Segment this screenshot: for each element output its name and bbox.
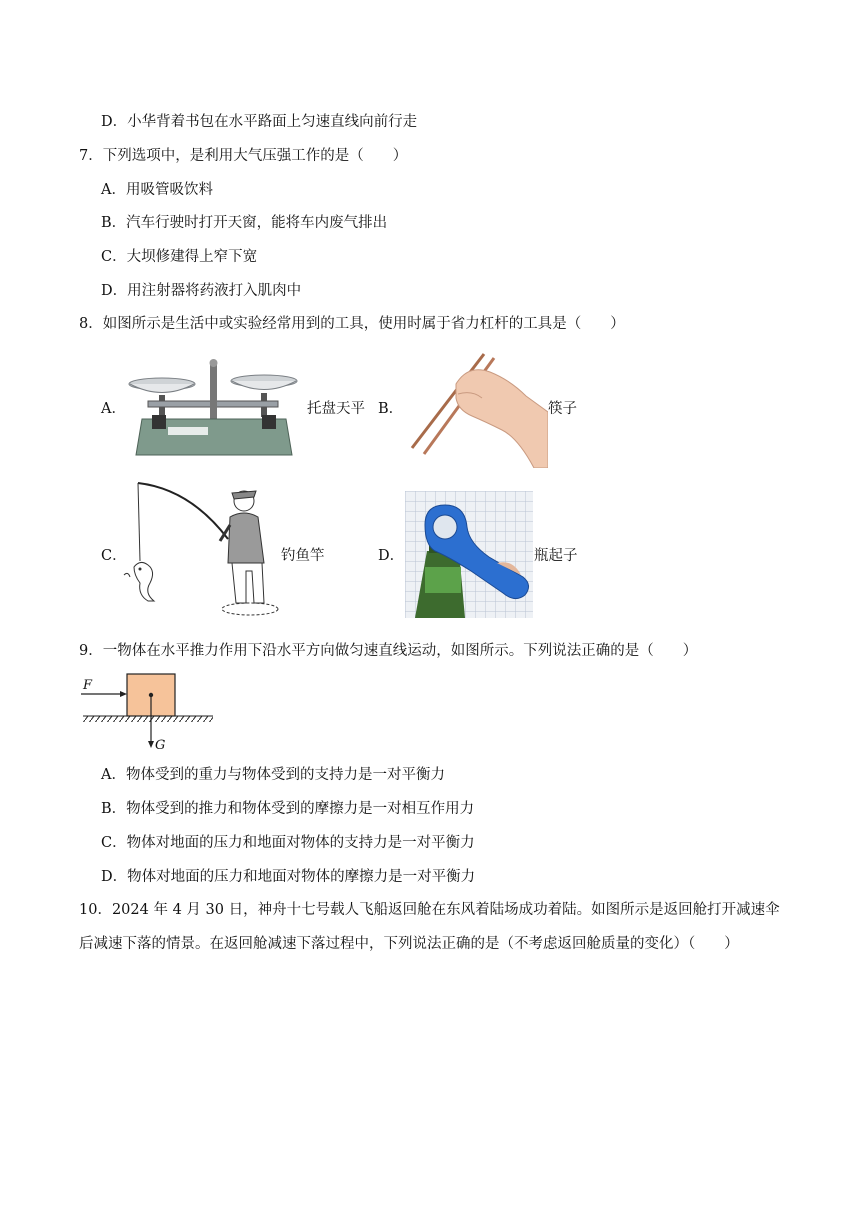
q7-option-c: C．大坝修建得上窄下宽: [101, 249, 258, 265]
fishing-rod-image: [120, 479, 286, 619]
q8-choice-a-letter: A．: [101, 401, 126, 417]
q7-option-a: A．用吸管吸饮料: [101, 182, 213, 198]
q7-option-b: B．汽车行驶时打开天窗，能将车内废气排出: [101, 215, 388, 231]
gravity-label: G: [155, 738, 166, 753]
q8-choice-a-caption: 托盘天平: [307, 401, 365, 417]
q9-option-c: C．物体对地面的压力和地面对物体的支持力是一对平衡力: [101, 835, 475, 851]
q8-choice-d-caption: 瓶起子: [534, 548, 578, 564]
q10-stem-line2: 后减速下落的情景。在返回舱减速下落过程中，下列说法正确的是（不考虑返回舱质量的变化）（ ）: [79, 936, 739, 952]
q9-option-a: A．物体受到的重力与物体受到的支持力是一对平衡力: [101, 767, 445, 783]
q8-choice-b-letter: B．: [378, 401, 404, 417]
q10-stem-line1: 10．2024 年 4 月 30 日，神舟十七号载人飞船返回舱在东风着陆场成功着陆。如图所示是返回舱打开减速伞: [79, 902, 780, 918]
q8-choice-d-letter: D．: [378, 548, 405, 564]
q9-option-d: D．物体对地面的压力和地面对物体的摩擦力是一对平衡力: [101, 869, 476, 885]
balance-scale-image: [128, 357, 300, 459]
bottle-opener-image: [405, 491, 533, 618]
q6-option-d: D．小华背着书包在水平路面上匀速直线向前行走: [101, 114, 418, 130]
q9-stem: 9．一物体在水平推力作用下沿水平方向做匀速直线运动，如图所示。下列说法正确的是（ ）: [79, 643, 698, 659]
q8-choice-b-caption: 筷子: [548, 401, 577, 417]
q9-option-b: B．物体受到的推力和物体受到的摩擦力是一对相互作用力: [101, 801, 475, 817]
force-diagram: [79, 672, 215, 756]
q8-stem: 8．如图所示是生活中或实验经常用到的工具，使用时属于省力杠杆的工具是（ ）: [79, 316, 625, 332]
force-label: F: [83, 678, 93, 693]
q7-stem: 7．下列选项中，是利用大气压强工作的是（ ）: [79, 148, 408, 164]
q8-choice-c-caption: 钓鱼竿: [281, 548, 325, 564]
q7-option-d: D．用注射器将药液打入肌肉中: [101, 283, 302, 299]
q8-choice-c-letter: C．: [101, 548, 127, 564]
chopsticks-image: [406, 350, 548, 468]
